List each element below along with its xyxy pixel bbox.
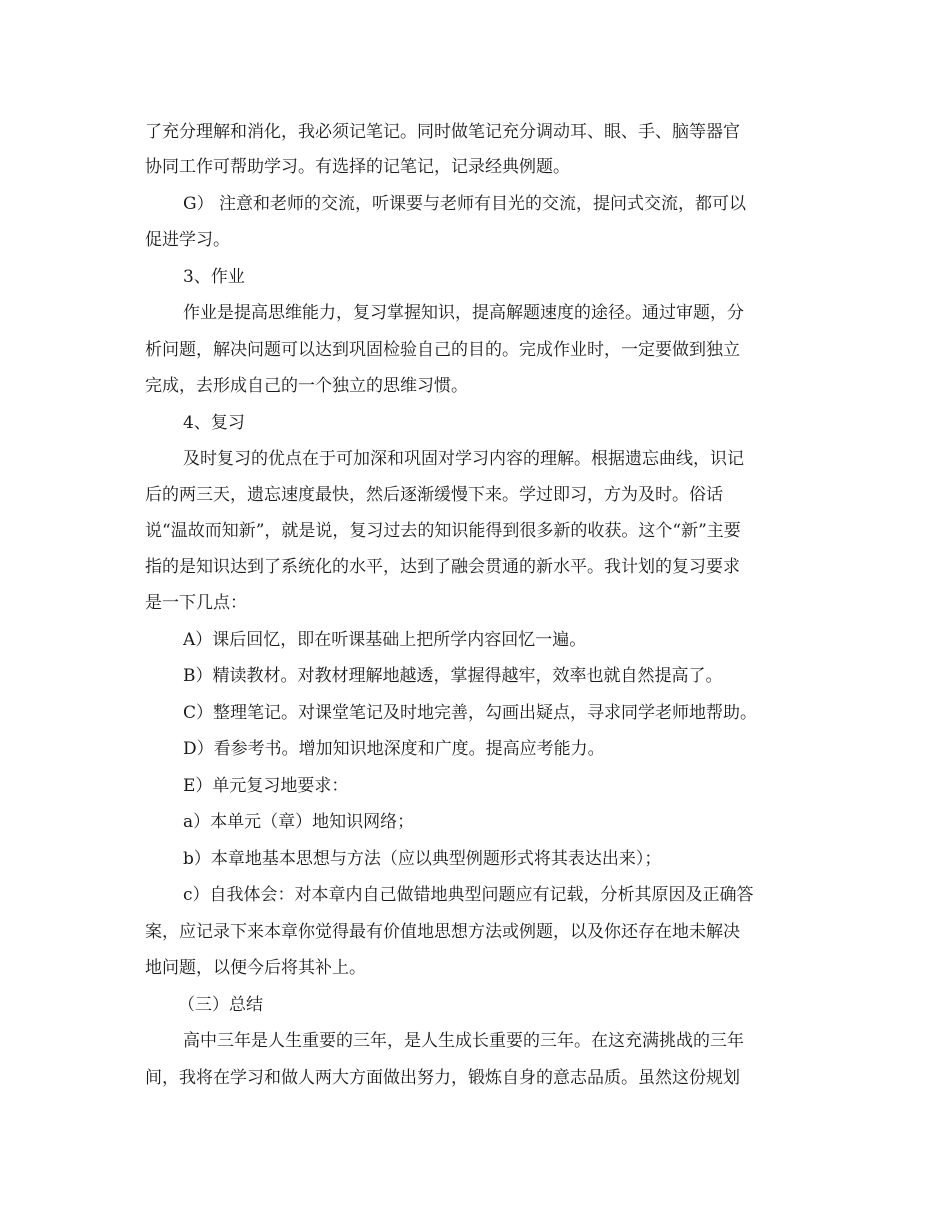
list-item: A）课后回忆，即在听课基础上把所学内容回忆一遍。 [183,630,587,650]
list-item: D）看参考书。增加知识地深度和广度。提高应考能力。 [183,739,605,759]
text-line: 说“温故而知新”，就是说，复习过去的知识能得到很多新的收获。这个“新”主要 [145,521,741,541]
text-line: 了充分理解和消化，我必须记笔记。同时做笔记充分调动耳、眼、手、脑等器官 [145,122,740,142]
text-line: 地问题，以便今后将其补上。 [145,958,366,978]
section-heading: （三）总结 [178,995,263,1015]
list-item: C）整理笔记。对课堂笔记及时地完善，勾画出疑点，寻求同学老师地帮助。 [183,703,758,723]
section-heading: 3、作业 [183,267,245,287]
text-line: 协同工作可帮助学习。有选择的记笔记，记录经典例题。 [145,157,570,177]
list-item: E）单元复习地要求： [183,776,349,796]
text-line: 析问题，解决问题可以达到巩固检验自己的目的。完成作业时，一定要做到独立 [145,340,740,360]
list-item: b）本章地基本思想与方法（应以典型例题形式将其表达出来）； [183,849,662,869]
text-line: G） 注意和老师的交流，听课要与老师有目光的交流，提问式交流，都可以 [183,194,746,214]
list-item: a）本单元（章）地知识网络； [183,812,415,832]
text-line: 作业是提高思维能力，复习掌握知识，提高解题速度的途径。通过审题，分 [183,303,744,323]
text-line: 后的两三天，遗忘速度最快，然后逐渐缓慢下来。学过即习，方为及时。俗话 [145,485,723,505]
text-line: 高中三年是人生重要的三年，是人生成长重要的三年。在这充满挑战的三年 [183,1031,744,1051]
text-line: 案，应记录下来本章你觉得最有价值地思想方法或例题，以及你还存在地未解决 [145,922,740,942]
text-line: 是一下几点： [145,593,247,613]
text-line: 促进学习。 [145,230,230,250]
text-line: 间，我将在学习和做人两大方面做出努力，锻炼自身的意志品质。虽然这份规划 [145,1068,740,1088]
text-line: 及时复习的优点在于可加深和巩固对学习内容的理解。根据遗忘曲线，识记 [183,449,744,469]
text-line: 指的是知识达到了系统化的水平，达到了融会贯通的新水平。我计划的复习要求 [145,557,740,577]
list-item: B）精读教材。对教材理解地越透，掌握得越牢，效率也就自然提高了。 [183,666,723,686]
text-line: 完成，去形成自己的一个独立的思维习惯。 [145,376,468,396]
section-heading: 4、复习 [183,413,245,433]
list-item: c）自我体会：对本章内自己做错地典型问题应有记载，分析其原因及正确答 [183,885,754,905]
